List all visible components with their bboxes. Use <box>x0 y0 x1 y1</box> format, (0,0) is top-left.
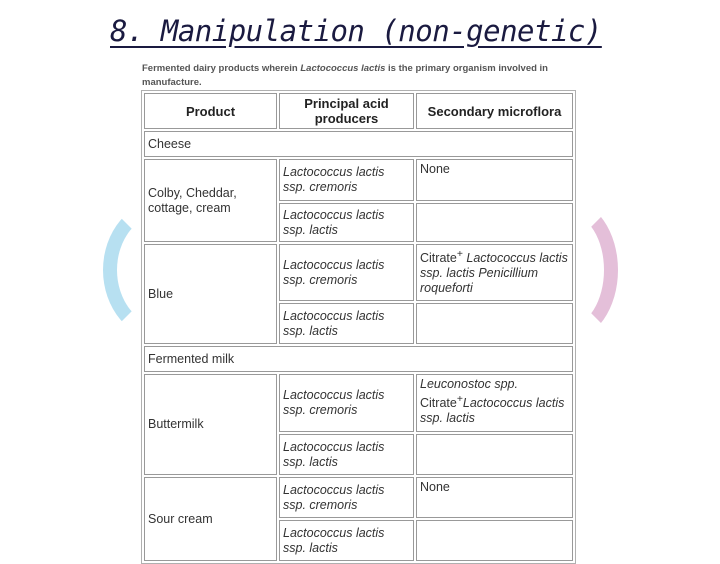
table-row-colby <box>144 159 573 201</box>
header-secondary-microflora: Secondary microflora <box>416 93 573 129</box>
dairy-products-table <box>141 90 576 564</box>
producer-cell-buttermilk-cremoris: Lactococcus lactis ssp. cremoris <box>279 374 414 432</box>
producer-cell-blue-cremoris: Lactococcus lactis ssp. cremoris <box>279 244 414 301</box>
secondary-cell-buttermilk <box>416 374 573 432</box>
secondary-buttermilk-plus: + <box>456 394 463 405</box>
section-label-fermented-milk: Fermented milk <box>144 346 573 372</box>
slide-title: 8. Manipulation (non-genetic) <box>110 14 602 48</box>
section-row-fermented-milk <box>144 346 573 372</box>
table-header-row <box>144 93 573 129</box>
caption-text-end: is the primary organism involved in manufacture. <box>142 63 548 88</box>
product-cell-blue: Blue <box>144 244 277 344</box>
caption-text-start: Fermented dairy products wherein <box>142 63 301 74</box>
secondary-blue-organisms: Lactococcus lactis ssp. lactis Penicillium roqueforti <box>420 251 568 296</box>
header-product: Product <box>144 93 277 129</box>
producer-cell-sour-cream-lactis: Lactococcus lactis ssp. lactis <box>279 520 414 561</box>
secondary-cell-sour-cream-empty <box>416 520 573 561</box>
producer-cell-blue-lactis: Lactococcus lactis ssp. lactis <box>279 303 414 344</box>
table-row-buttermilk <box>144 374 573 432</box>
secondary-cell-buttermilk-empty <box>416 434 573 475</box>
header-principal-acid-producers: Principal acid producers <box>279 93 414 129</box>
product-cell-sour-cream: Sour cream <box>144 477 277 561</box>
secondary-cell-blue <box>416 244 573 301</box>
secondary-blue-citrate: Citrate <box>420 251 457 266</box>
section-label-cheese: Cheese <box>144 131 573 157</box>
secondary-buttermilk-citrate: Citrate <box>420 396 457 411</box>
table-row-blue <box>144 244 573 301</box>
table-caption <box>142 62 572 90</box>
product-cell-buttermilk: Buttermilk <box>144 374 277 475</box>
section-row-cheese <box>144 131 573 157</box>
secondary-blue-plus: + <box>456 249 463 260</box>
table-row-sour-cream <box>144 477 573 518</box>
producer-cell-buttermilk-lactis: Lactococcus lactis ssp. lactis <box>279 434 414 475</box>
caption-organism: Lactococcus lactis <box>300 63 386 74</box>
producer-cell-colby-lactis: Lactococcus lactis ssp. lactis <box>279 203 414 242</box>
product-cell-colby: Colby, Cheddar, cottage, cream <box>144 159 277 242</box>
secondary-cell-colby-empty <box>416 203 573 242</box>
secondary-buttermilk-organisms: Lactococcus lactis ssp. lactis <box>420 396 565 426</box>
producer-cell-sour-cream-cremoris: Lactococcus lactis ssp. cremoris <box>279 477 414 518</box>
producer-cell-colby-cremoris: Lactococcus lactis ssp. cremoris <box>279 159 414 201</box>
secondary-cell-sour-cream: None <box>416 477 573 518</box>
secondary-buttermilk-leuconostoc: Leuconostoc spp. <box>420 377 518 391</box>
secondary-cell-colby: None <box>416 159 573 201</box>
secondary-cell-blue-empty <box>416 303 573 344</box>
